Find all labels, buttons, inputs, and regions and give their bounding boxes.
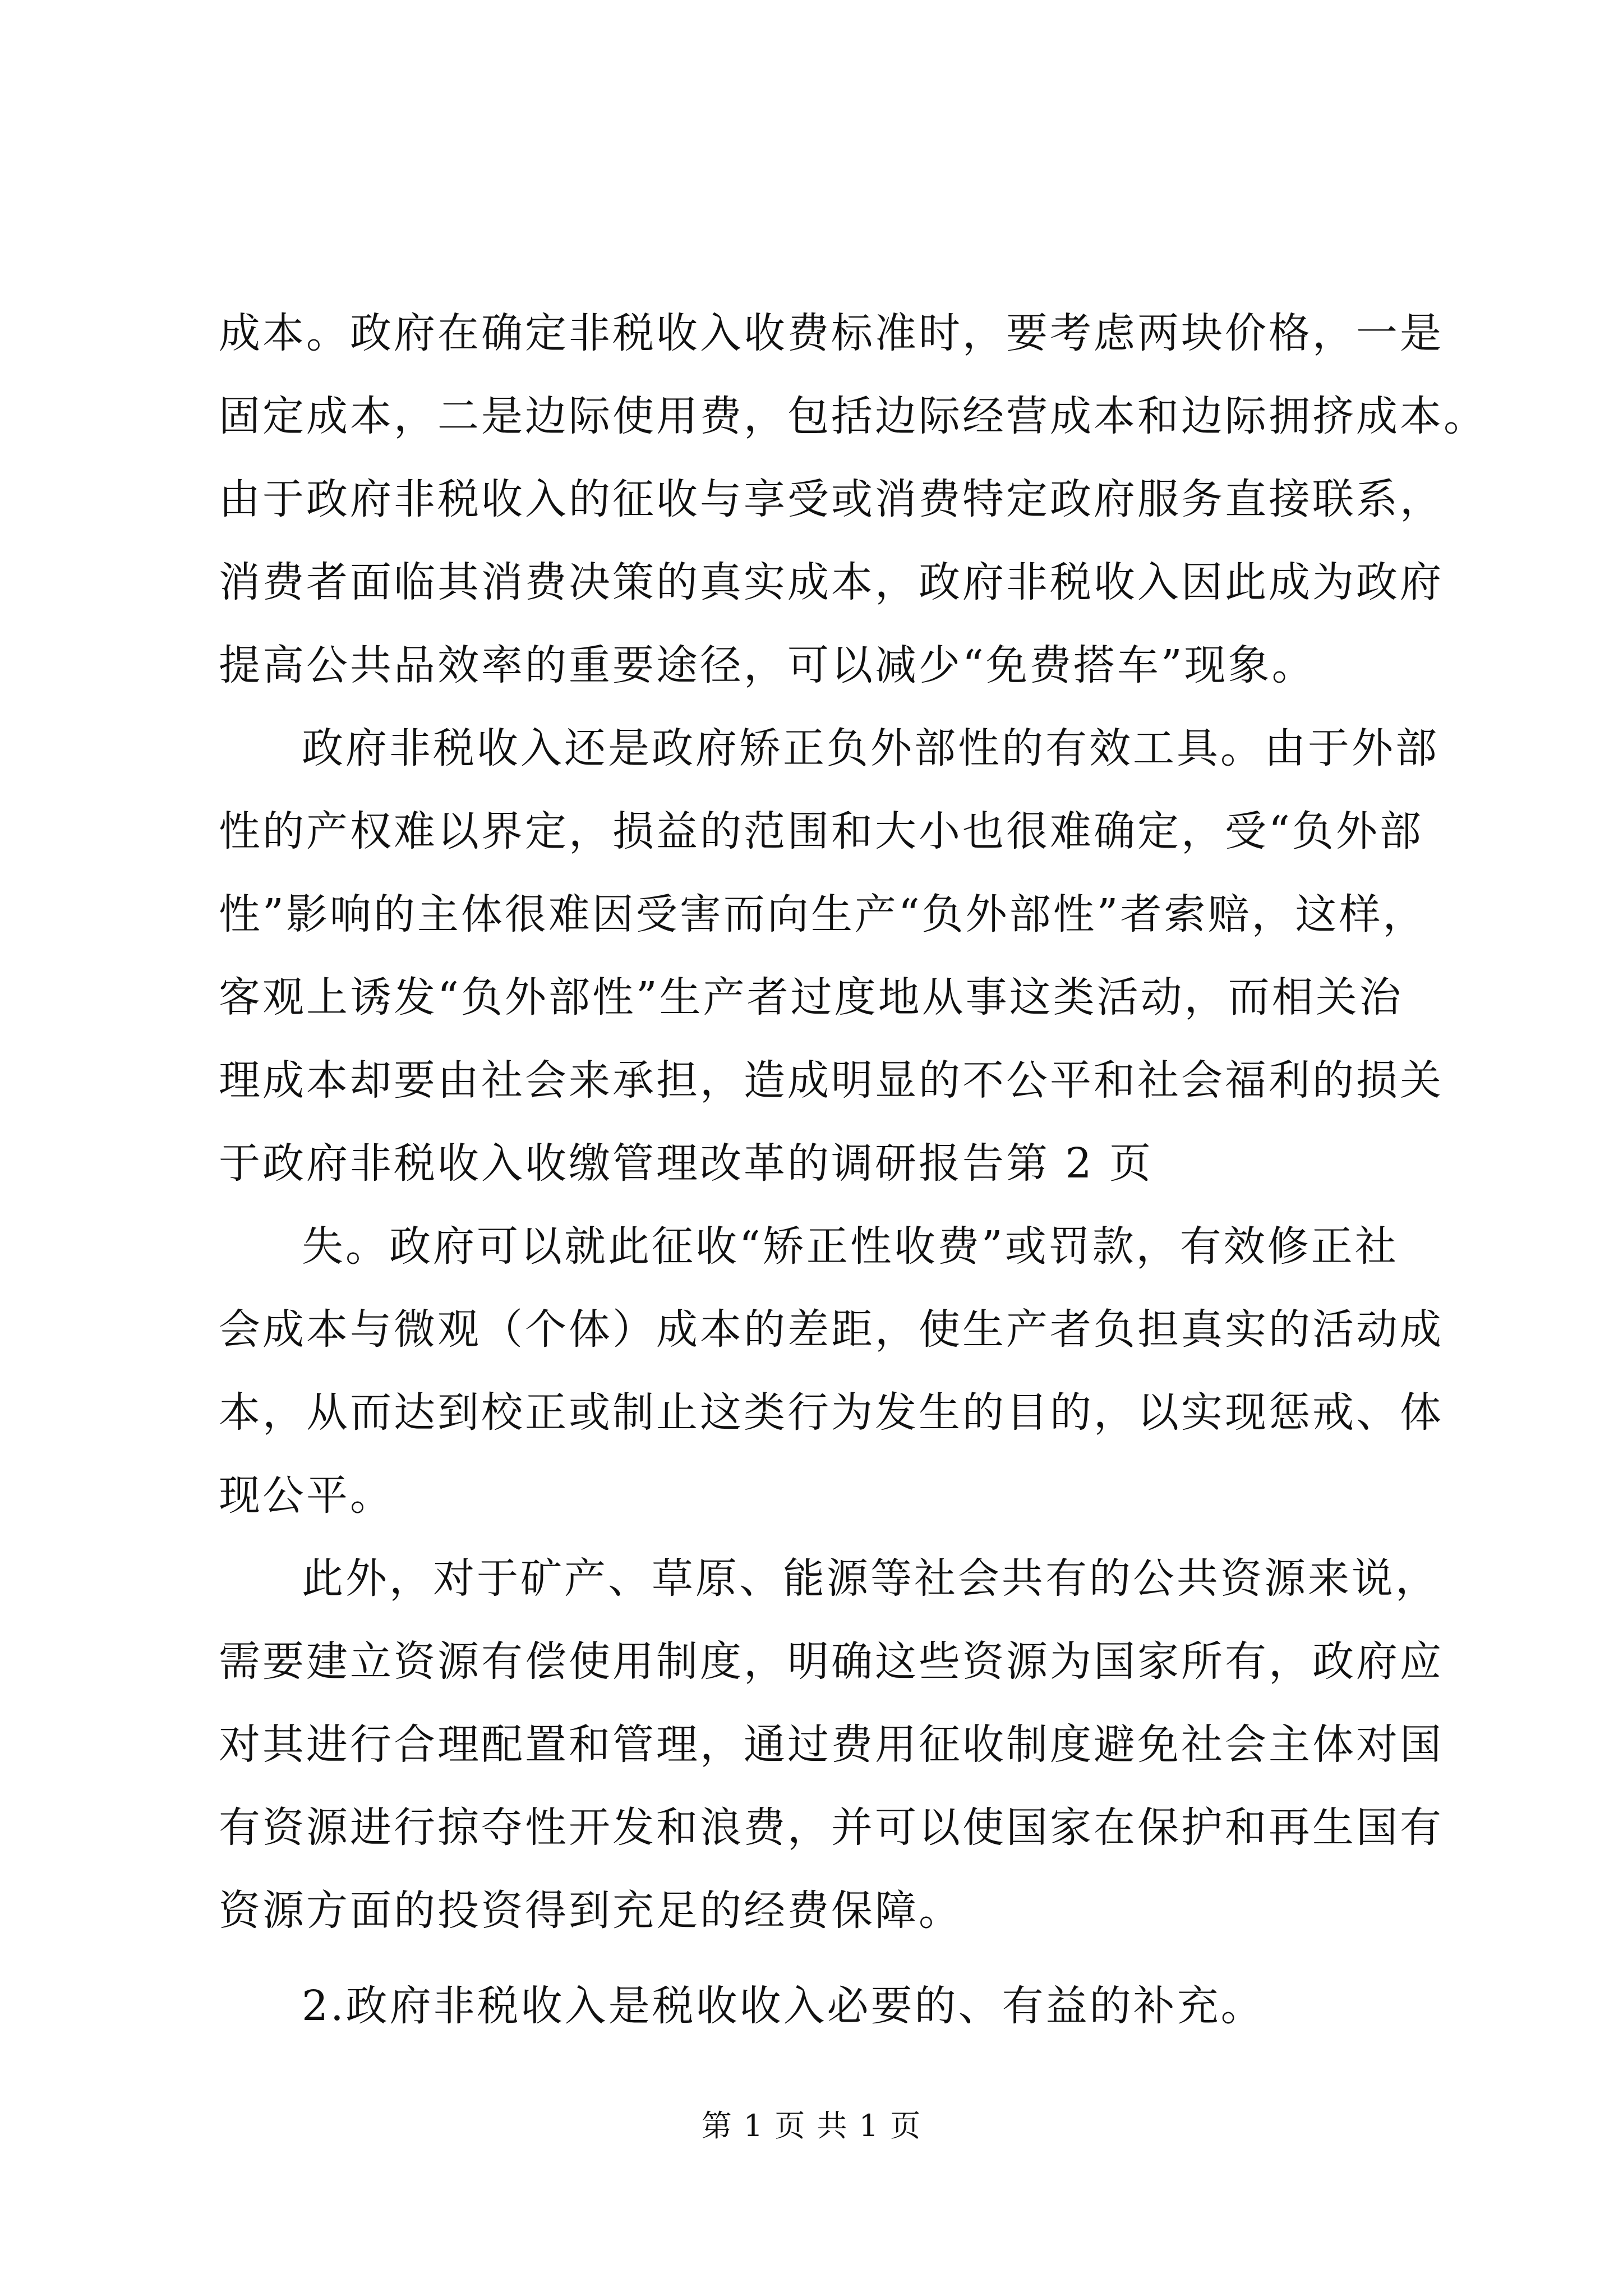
text-line: 成本。政府在确定非税收入收费标准时，要考虑两块价格，一是 [219,309,1444,357]
text-line: 性的产权难以界定，损益的范围和大小也很难确定，受“负外部 [219,807,1423,855]
text-line: 需要建立资源有偿使用制度，明确这些资源为国家所有，政府应 [219,1637,1444,1686]
text-line: 客观上诱发“负外部性”生产者过度地从事这类活动，而相关治 [219,973,1403,1022]
paragraph-gap [219,1952,1430,1964]
text-line: 提高公共品效率的重要途径，可以减少“免费搭车”现象。 [219,641,1316,689]
text-line: 由于政府非税收入的征收与享受或消费特定政府服务直接联系， [219,475,1444,523]
paragraph-first-line: 失。政府可以就此征收“矫正性收费”或罚款，有效修正社 [302,1222,1399,1271]
text-line: 本，从而达到校正或制止这类行为发生的目的，以实现惩戒、体 [219,1388,1444,1437]
text-line: 于政府非税收入收缴管理改革的调研报告第 2 页 [219,1139,1154,1188]
section-heading: 2.政府非税收入是税收收入必要的、有益的补充。 [302,1982,1265,2030]
text-line: 性”影响的主体很难因受害而向生产“负外部性”者索赔，这样， [219,890,1427,938]
text-line: 有资源进行掠夺性开发和浪费，并可以使国家在保护和再生国有 [219,1803,1444,1852]
text-line: 消费者面临其消费决策的真实成本，政府非税收入因此成为政府 [219,558,1444,606]
text-line: 对其进行合理配置和管理，通过费用征收制度避免社会主体对国 [219,1720,1444,1769]
text-line: 现公平。 [219,1471,394,1520]
document-body [219,292,1487,2047]
paragraph-first-line: 此外，对于矿产、草原、能源等社会共有的公共资源来说， [302,1554,1439,1603]
text-line: 理成本却要由社会来承担，造成明显的不公平和社会福利的损关 [219,1056,1444,1105]
paragraph-first-line: 政府非税收入还是政府矫正负外部性的有效工具。由于外部 [302,724,1439,772]
text-line: 固定成本，二是边际使用费，包括边际经营成本和边际拥挤成本。 [219,392,1487,440]
page-footer: 第 1 页 共 1 页 [701,2108,922,2143]
text-line: 资源方面的投资得到充足的经费保障。 [219,1887,962,1935]
text-line: 会成本与微观（个体）成本的差距，使生产者负担真实的活动成 [219,1305,1444,1354]
